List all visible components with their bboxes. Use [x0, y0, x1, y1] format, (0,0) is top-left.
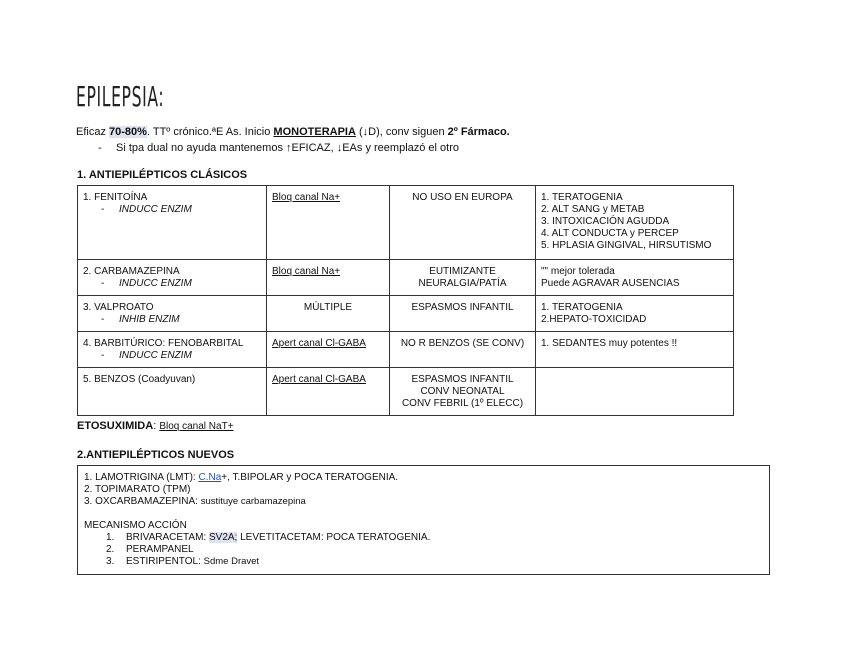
- table-row: [78, 186, 734, 260]
- efficacy-highlight: 70-80%: [109, 126, 147, 138]
- bullet-dash: -: [98, 142, 102, 154]
- use-cell: [390, 368, 536, 416]
- c-na-link[interactable]: C.Na: [198, 472, 222, 483]
- mechanism-cell: [267, 332, 390, 368]
- nuevos-box: [77, 465, 770, 575]
- effect-item: "" mejor tolerada: [541, 266, 615, 277]
- use-cell: NO R BENZOS (SE CONV): [390, 332, 536, 368]
- second-drug-text: 2º Fármaco.: [447, 126, 510, 138]
- effects-cell: [536, 186, 734, 260]
- etosuximida-note: [77, 420, 234, 432]
- mechanism-text: Bloq canal Na+: [272, 266, 341, 277]
- intro-text: (↓D), conv siguen: [355, 126, 448, 138]
- etos-value: Bloq canal NaT+: [159, 421, 234, 432]
- monoterapia-text: MONOTERAPIA: [273, 126, 356, 138]
- effect-item: 4. ALT CONDUCTA y PERCEP: [541, 228, 679, 239]
- drug-subnote: - INDUCC ENZIM: [101, 278, 192, 289]
- effect-item: 1. TERATOGENIA: [541, 192, 623, 203]
- list-item: 1. BRIVARACETAM: SV2A; LEVETITACETAM: POCA TERATOGENIA.: [106, 532, 431, 543]
- table-row: [78, 296, 734, 332]
- drug-cell: [78, 332, 267, 368]
- list-item: 2. PERAMPANEL: [106, 544, 194, 555]
- effect-item: 1. TERATOGENIA: [541, 302, 623, 313]
- section-heading-clasicos: 1. ANTIEPILÉPTICOS CLÁSICOS: [77, 169, 248, 181]
- drug-cell: [78, 260, 267, 296]
- mechanism-heading: MECANISMO ACCIÓN: [84, 520, 187, 531]
- effect-item: 2.HEPATO-TOXICIDAD: [541, 314, 647, 325]
- mechanism-cell: [267, 186, 390, 260]
- use-line: ESPASMOS INFANTIL: [411, 374, 514, 385]
- drug-cell: [78, 368, 267, 416]
- intro-text: Eficaz: [76, 126, 110, 138]
- mechanism-text: Apert canal Cl-GABA: [272, 374, 366, 385]
- drug-name: 3. VALPROATO: [83, 302, 154, 313]
- effect-item: 5. HPLASIA GINGIVAL, HIRSUTISMO: [541, 240, 712, 251]
- effects-cell: [536, 368, 734, 416]
- etos-colon: :: [153, 420, 157, 432]
- mechanism-text: Apert canal Cl-GABA: [272, 338, 366, 349]
- use-line: CONV FEBRIL (1º ELECC): [401, 398, 524, 409]
- list-item: 2. TOPIMARATO (TPM): [84, 484, 191, 495]
- drug-subnote: - INDUCC ENZIM: [101, 204, 192, 215]
- use-cell: ESPASMOS INFANTIL: [390, 296, 536, 332]
- page-title: EPILEPSIA:: [76, 80, 165, 113]
- drug-name: 2. CARBAMAZEPINA: [83, 266, 180, 277]
- etos-label: ETOSUXIMIDA: [77, 420, 154, 432]
- sv2a-highlight: SV2A;: [208, 532, 238, 543]
- mechanism-cell: MÚLTIPLE: [267, 296, 390, 332]
- mechanism-cell: [267, 260, 390, 296]
- table-row: [78, 260, 734, 296]
- effects-cell: [536, 332, 734, 368]
- intro-bullet: [76, 140, 510, 156]
- table-row: [78, 368, 734, 416]
- intro-text: . TTº crónico.ªE As. Inicio: [146, 126, 274, 138]
- effect-item: Puede AGRAVAR AUSENCIAS: [541, 278, 680, 289]
- mechanism-text: Bloq canal Na+: [272, 192, 341, 203]
- use-line: CONV NEONATAL: [420, 386, 505, 397]
- use-cell: NO USO EN EUROPA: [390, 186, 536, 260]
- effect-item: 2. ALT SANG y METAB: [541, 204, 645, 215]
- drug-cell: [78, 186, 267, 260]
- list-item: 3. ESTIRIPENTOL: Sdme Dravet: [106, 556, 260, 567]
- drug-subnote: - INDUCC ENZIM: [101, 350, 192, 361]
- drug-name: 4. BARBITÚRICO: FENOBARBITAL: [83, 338, 244, 349]
- effect-item: 1. SEDANTES muy potentes !!: [541, 338, 678, 349]
- drug-name: 5. BENZOS (Coadyuvan): [83, 374, 196, 385]
- effect-item: 3. INTOXICACIÓN AGUDDA: [541, 216, 670, 227]
- mechanism-cell: [267, 368, 390, 416]
- clasicos-table: [77, 185, 734, 416]
- list-item: 3. OXCARBAMAZEPINA: sustituye carbamazepina: [84, 496, 306, 507]
- use-cell: EUTIMIZANTE NEURALGIA/PATÍA: [390, 260, 536, 296]
- effects-cell: [536, 260, 734, 296]
- table-row: [78, 332, 734, 368]
- intro-paragraph: [76, 124, 510, 156]
- drug-name: 1. FENITOÍNA: [83, 192, 148, 203]
- drug-subnote: - INHIB ENZIM: [101, 314, 180, 325]
- intro-line: [76, 124, 510, 140]
- section-heading-nuevos: 2.ANTIEPILÉPTICOS NUEVOS: [77, 449, 235, 461]
- list-item: 1. LAMOTRIGINA (LMT): C.Na+, T.BIPOLAR y POCA TERATOGENIA.: [84, 472, 399, 483]
- bullet-text: Si tpa dual no ayuda mantenemos ↑EFICAZ, ↓EAs y reemplazó el otro: [116, 142, 459, 154]
- effects-cell: [536, 296, 734, 332]
- drug-cell: [78, 296, 267, 332]
